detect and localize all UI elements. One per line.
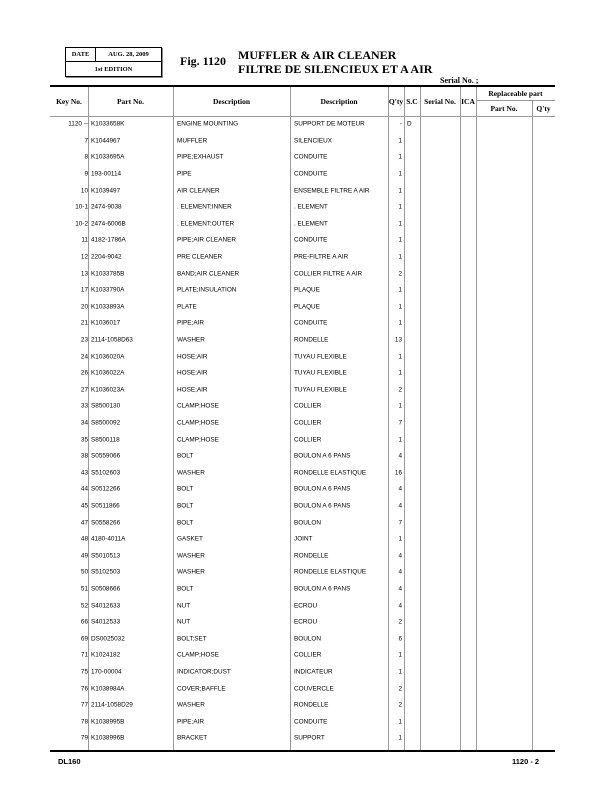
part-no-cell: 2204-9042 bbox=[91, 253, 122, 261]
table-row bbox=[50, 697, 555, 714]
header-key-no: Key No. bbox=[56, 97, 82, 106]
figure-number: Fig. 1120 bbox=[180, 54, 227, 68]
part-no-cell: K1038984A bbox=[91, 685, 125, 693]
key-no-cell: 11 bbox=[81, 236, 88, 244]
qty-cell: 1 bbox=[398, 353, 402, 361]
description-fr-cell: PLAQUE bbox=[294, 286, 320, 294]
description-fr-cell: SUPPORT DE MOTEUR bbox=[294, 120, 365, 128]
part-no-cell: 2114-1058D29 bbox=[91, 701, 133, 709]
qty-cell: 1 bbox=[398, 236, 402, 244]
table-row bbox=[50, 664, 555, 681]
qty-cell: 2 bbox=[398, 701, 402, 709]
qty-cell: - bbox=[399, 120, 402, 128]
table-row bbox=[50, 382, 555, 399]
part-no-cell: K1039497 bbox=[91, 187, 121, 195]
key-no-cell: 47 bbox=[80, 519, 88, 527]
part-no-cell: 2114-1058D63 bbox=[91, 336, 133, 344]
table-row bbox=[50, 548, 555, 565]
qty-cell: 1 bbox=[398, 436, 402, 444]
table-row bbox=[50, 647, 555, 664]
key-no-cell: 21 bbox=[80, 319, 88, 327]
header-rep-qty: Q'ty bbox=[536, 104, 551, 113]
description-cell: PIPE bbox=[177, 170, 192, 178]
description-cell: WASHER bbox=[177, 568, 205, 576]
date-edition-box bbox=[65, 47, 162, 77]
table-row bbox=[50, 531, 555, 548]
description-fr-cell: CONDUITE bbox=[294, 236, 328, 244]
header-description-fr: Description bbox=[320, 97, 358, 106]
description-cell: INDICATOR;DUST bbox=[177, 668, 231, 676]
description-fr-cell: BOULON A 6 PANS bbox=[294, 485, 351, 493]
table-row bbox=[50, 299, 555, 316]
header-serial-no: Serial No. bbox=[424, 97, 456, 106]
qty-cell: 13 bbox=[394, 336, 402, 344]
key-no-cell: 43 bbox=[80, 469, 88, 477]
part-no-cell: S0508666 bbox=[91, 585, 121, 593]
part-no-cell: 193-00114 bbox=[91, 170, 122, 178]
description-fr-cell: TUYAU FLEXIBLE bbox=[294, 353, 347, 361]
qty-cell: 2 bbox=[398, 618, 402, 626]
qty-cell: 1 bbox=[398, 718, 402, 726]
description-cell: BOLT;SET bbox=[177, 635, 207, 643]
qty-cell: 1 bbox=[398, 286, 402, 294]
qty-cell: 4 bbox=[398, 585, 402, 593]
table-row bbox=[50, 282, 555, 299]
description-fr-cell: SUPPORT bbox=[294, 734, 325, 742]
part-no-cell: K1033790A bbox=[91, 286, 125, 294]
qty-cell: 1 bbox=[398, 319, 402, 327]
qty-cell: 1 bbox=[398, 369, 402, 377]
table-row bbox=[50, 365, 555, 382]
table-row bbox=[50, 149, 555, 166]
part-no-cell: K1033658K bbox=[91, 120, 125, 128]
part-no-cell: S8500118 bbox=[91, 436, 120, 444]
description-cell: HOSE;AIR bbox=[177, 353, 208, 361]
key-no-cell: 49 bbox=[80, 552, 88, 560]
key-no-cell: 71 bbox=[80, 651, 88, 659]
key-no-cell: 75 bbox=[80, 668, 88, 676]
qty-cell: 6 bbox=[398, 635, 402, 643]
key-no-cell: 66 bbox=[80, 618, 88, 626]
description-cell: BOLT bbox=[177, 452, 194, 460]
description-fr-cell: TUYAU FLEXIBLE bbox=[294, 386, 347, 394]
description-fr-cell: RONDELLE ELASTIQUE bbox=[294, 469, 367, 477]
key-no-cell: 50 bbox=[80, 568, 88, 576]
header-description: Description bbox=[212, 97, 251, 106]
qty-cell: 1 bbox=[398, 651, 402, 659]
key-no-cell: 7 bbox=[84, 137, 88, 145]
part-no-cell: S5102503 bbox=[91, 568, 121, 576]
qty-cell: 4 bbox=[398, 552, 402, 560]
page-title-english: MUFFLER & AIR CLEANER bbox=[238, 48, 397, 62]
key-no-cell: 45 bbox=[80, 502, 88, 510]
part-no-cell: K1038996B bbox=[91, 734, 125, 742]
table-row bbox=[50, 680, 555, 697]
part-no-cell: S4012533 bbox=[91, 618, 121, 626]
description-cell: CLAMP;HOSE bbox=[177, 436, 219, 444]
description-cell: PIPE;EXHAUST bbox=[177, 153, 224, 161]
description-cell: PRE CLEANER bbox=[177, 253, 223, 261]
table-row bbox=[50, 315, 555, 332]
description-cell: HOSE;AIR bbox=[177, 369, 208, 377]
key-no-cell: 13 bbox=[80, 270, 88, 278]
description-fr-cell: . ELEMENT bbox=[294, 203, 328, 211]
description-cell: BOLT bbox=[177, 485, 194, 493]
key-no-cell: 24 bbox=[80, 353, 88, 361]
page-number: 1120 - 2 bbox=[512, 757, 540, 766]
description-cell: NUT bbox=[177, 618, 191, 626]
qty-cell: 4 bbox=[398, 485, 402, 493]
part-no-cell: S0512266 bbox=[91, 485, 121, 493]
part-no-cell: K1036023A bbox=[91, 386, 125, 394]
description-cell: GASKET bbox=[177, 535, 203, 543]
description-fr-cell: BOULON bbox=[294, 635, 321, 643]
key-no-cell: 79 bbox=[80, 734, 88, 742]
description-cell: WASHER bbox=[177, 469, 205, 477]
table-row bbox=[50, 614, 555, 631]
description-cell: BRACKET bbox=[177, 734, 208, 742]
header-qty: Q'ty bbox=[388, 97, 404, 106]
part-no-cell: S4012633 bbox=[91, 602, 121, 610]
table-row bbox=[50, 631, 555, 648]
table-row bbox=[50, 581, 555, 598]
table-row bbox=[50, 714, 555, 731]
description-cell: . ELEMENT;INNER bbox=[177, 203, 232, 211]
qty-cell: 7 bbox=[398, 419, 402, 427]
key-no-cell: 35 bbox=[80, 436, 88, 444]
table-row bbox=[50, 182, 555, 199]
table-row bbox=[50, 431, 555, 448]
table-row bbox=[50, 166, 555, 183]
qty-cell: 16 bbox=[394, 469, 402, 477]
table-bottom-rule bbox=[50, 750, 555, 752]
table-row bbox=[50, 116, 555, 133]
description-cell: BOLT bbox=[177, 519, 194, 527]
key-no-cell: 8 bbox=[84, 153, 88, 161]
part-no-cell: S8500130 bbox=[91, 402, 121, 410]
table-row bbox=[50, 465, 555, 482]
qty-cell: 1 bbox=[398, 187, 402, 195]
table-row bbox=[50, 133, 555, 150]
part-no-cell: 2474-6006B bbox=[91, 220, 126, 228]
part-no-cell: 4180-4011A bbox=[91, 535, 126, 543]
key-no-cell: 27 bbox=[80, 386, 88, 394]
description-fr-cell: SILENCIEUX bbox=[294, 137, 333, 145]
table-row bbox=[50, 249, 555, 266]
part-no-cell: K1033695A bbox=[91, 153, 125, 161]
part-no-cell: S5102603 bbox=[91, 469, 121, 477]
description-cell: . ELEMENT;OUTER bbox=[177, 220, 235, 228]
description-cell: PIPE;AIR bbox=[177, 718, 204, 726]
qty-cell: 7 bbox=[398, 519, 402, 527]
serial-number-label: Serial No. ; bbox=[440, 76, 479, 85]
description-cell: BOLT bbox=[177, 502, 194, 510]
description-fr-cell: BOULON A 6 PANS bbox=[294, 585, 351, 593]
description-cell: NUT bbox=[177, 602, 191, 610]
part-no-cell: 170-00004 bbox=[91, 668, 122, 676]
part-no-cell: 4182-1786A bbox=[91, 236, 126, 244]
description-fr-cell: . ELEMENT bbox=[294, 220, 328, 228]
table-row bbox=[50, 265, 555, 282]
description-cell: MUFFLER bbox=[177, 137, 208, 145]
part-no-cell: S0558266 bbox=[91, 519, 121, 527]
qty-cell: 1 bbox=[398, 303, 402, 311]
key-no-cell: 23 bbox=[80, 336, 88, 344]
header-replaceable-part: Replaceable part bbox=[488, 89, 543, 98]
description-cell: COVER;BAFFLE bbox=[177, 685, 226, 693]
qty-cell: 1 bbox=[398, 220, 402, 228]
description-cell: BOLT bbox=[177, 585, 194, 593]
description-fr-cell: RONDELLE ELASTIQUE bbox=[294, 568, 367, 576]
description-cell: CLAMP;HOSE bbox=[177, 419, 219, 427]
description-cell: PIPE;AIR bbox=[177, 319, 204, 327]
description-cell: PLATE bbox=[177, 303, 197, 311]
key-no-cell: 69 bbox=[80, 635, 88, 643]
part-no-cell: K1024182 bbox=[91, 651, 121, 659]
description-fr-cell: COLLIER bbox=[294, 419, 322, 427]
description-fr-cell: COLLIER FILTRE A AIR bbox=[294, 270, 363, 278]
table-row bbox=[50, 597, 555, 614]
description-fr-cell: PRE-FILTRE A AIR bbox=[294, 253, 349, 261]
part-no-cell: K1036020A bbox=[91, 353, 125, 361]
qty-cell: 4 bbox=[398, 568, 402, 576]
qty-cell: 4 bbox=[398, 502, 402, 510]
description-fr-cell: TUYAU FLEXIBLE bbox=[294, 369, 347, 377]
description-cell: CLAMP;HOSE bbox=[177, 402, 219, 410]
description-fr-cell: RONDELLE bbox=[294, 701, 329, 709]
part-no-cell: K1038995B bbox=[91, 718, 125, 726]
key-no-cell: 9 bbox=[84, 170, 88, 178]
part-no-cell: S5010513 bbox=[91, 552, 121, 560]
qty-cell: 1 bbox=[398, 535, 402, 543]
description-fr-cell: BOULON A 6 PANS bbox=[294, 452, 351, 460]
description-fr-cell: CONDUITE bbox=[294, 170, 328, 178]
key-no-cell: 76 bbox=[80, 685, 88, 693]
qty-cell: 2 bbox=[398, 270, 402, 278]
part-no-cell: K1036022A bbox=[91, 369, 125, 377]
part-no-cell: K1044967 bbox=[91, 137, 121, 145]
qty-cell: 4 bbox=[398, 602, 402, 610]
table-row bbox=[50, 730, 555, 747]
part-no-cell: 2474-9038 bbox=[91, 203, 122, 211]
qty-cell: 1 bbox=[398, 668, 402, 676]
part-no-cell: K1036017 bbox=[91, 319, 121, 327]
description-cell: PLATE;INSULATION bbox=[177, 286, 237, 294]
qty-cell: 1 bbox=[398, 153, 402, 161]
key-no-cell: 10-2 bbox=[75, 220, 88, 228]
part-no-cell: DS0025032 bbox=[91, 635, 125, 643]
header-rep-part-no: Part No. bbox=[490, 104, 518, 113]
description-fr-cell: INDICATEUR bbox=[294, 668, 333, 676]
description-fr-cell: COLLIER bbox=[294, 436, 322, 444]
table-row bbox=[50, 216, 555, 233]
part-no-cell: K1033893A bbox=[91, 303, 125, 311]
key-no-cell: 78 bbox=[80, 718, 88, 726]
key-no-cell: 52 bbox=[80, 602, 88, 610]
description-fr-cell: RONDELLE bbox=[294, 552, 329, 560]
table-row bbox=[50, 199, 555, 216]
key-no-cell: 44 bbox=[80, 485, 88, 493]
part-no-cell: S0511866 bbox=[91, 502, 120, 510]
edition-label: 1st EDITION bbox=[94, 65, 133, 73]
key-no-cell: 17 bbox=[80, 286, 88, 294]
description-cell: ENGINE MOUNTING bbox=[177, 120, 239, 128]
description-cell: WASHER bbox=[177, 336, 205, 344]
description-cell: BAND;AIR CLEANER bbox=[177, 270, 240, 278]
qty-cell: 4 bbox=[398, 452, 402, 460]
description-fr-cell: BOULON A 6 PANS bbox=[294, 502, 351, 510]
table-row bbox=[50, 498, 555, 515]
key-no-cell: 51 bbox=[80, 585, 88, 593]
description-fr-cell: COLLIER bbox=[294, 651, 322, 659]
key-no-cell: 1120 -- bbox=[68, 120, 88, 128]
key-no-cell: 10-1 bbox=[75, 203, 88, 211]
description-cell: HOSE;AIR bbox=[177, 386, 208, 394]
table-row bbox=[50, 332, 555, 349]
part-no-cell: S0559066 bbox=[91, 452, 121, 460]
table-row bbox=[50, 415, 555, 432]
description-fr-cell: COLLIER bbox=[294, 402, 322, 410]
key-no-cell: 38 bbox=[80, 452, 88, 460]
qty-cell: 1 bbox=[398, 734, 402, 742]
qty-cell: 1 bbox=[398, 170, 402, 178]
model-label: DL160 bbox=[58, 757, 81, 766]
key-no-cell: 33 bbox=[80, 402, 88, 410]
header-ica: ICA bbox=[461, 97, 475, 106]
description-fr-cell: JOINT bbox=[294, 535, 313, 543]
description-fr-cell: BOULON bbox=[294, 519, 321, 527]
table-row bbox=[50, 448, 555, 465]
table-row bbox=[50, 514, 555, 531]
key-no-cell: 77 bbox=[80, 701, 88, 709]
description-fr-cell: ENSEMBLE FILTRE A AIR bbox=[294, 187, 370, 195]
description-cell: PIPE;AIR CLEANER bbox=[177, 236, 236, 244]
description-fr-cell: CONDUITE bbox=[294, 718, 328, 726]
table-row bbox=[50, 348, 555, 365]
date-value: AUG. 28, 2009 bbox=[108, 51, 149, 58]
key-no-cell: 48 bbox=[80, 535, 88, 543]
description-cell: AIR CLEANER bbox=[177, 187, 220, 195]
table-row bbox=[50, 398, 555, 415]
key-no-cell: 20 bbox=[80, 303, 88, 311]
part-no-cell: K1033785B bbox=[91, 270, 125, 278]
table-row bbox=[50, 232, 555, 249]
description-fr-cell: PLAQUE bbox=[294, 303, 320, 311]
qty-cell: 1 bbox=[398, 137, 402, 145]
description-fr-cell: RONDELLE bbox=[294, 336, 329, 344]
description-fr-cell: CONDUITE bbox=[294, 319, 328, 327]
description-fr-cell: ECROU bbox=[294, 602, 318, 610]
qty-cell: 1 bbox=[398, 402, 402, 410]
part-no-cell: S8500092 bbox=[91, 419, 121, 427]
description-fr-cell: CONDUITE bbox=[294, 153, 328, 161]
sc-cell: D bbox=[407, 120, 412, 128]
key-no-cell: 12 bbox=[80, 253, 88, 261]
qty-cell: 2 bbox=[398, 386, 402, 394]
key-no-cell: 10 bbox=[80, 187, 88, 195]
table-row bbox=[50, 481, 555, 498]
page-title-french: FILTRE DE SILENCIEUX ET A AIR bbox=[238, 62, 433, 76]
header-part-no: Part No. bbox=[116, 97, 145, 106]
qty-cell: 1 bbox=[398, 253, 402, 261]
description-fr-cell: COUVERCLE bbox=[294, 685, 334, 693]
qty-cell: 2 bbox=[398, 685, 402, 693]
qty-cell: 1 bbox=[398, 203, 402, 211]
description-cell: WASHER bbox=[177, 552, 205, 560]
description-cell: WASHER bbox=[177, 701, 205, 709]
table-row bbox=[50, 564, 555, 581]
description-cell: CLAMP;HOSE bbox=[177, 651, 219, 659]
header-sc: S.C bbox=[406, 97, 418, 106]
key-no-cell: 34 bbox=[80, 419, 88, 427]
date-label: DATE bbox=[66, 48, 96, 61]
description-fr-cell: ECROU bbox=[294, 618, 318, 626]
key-no-cell: 26 bbox=[80, 369, 88, 377]
